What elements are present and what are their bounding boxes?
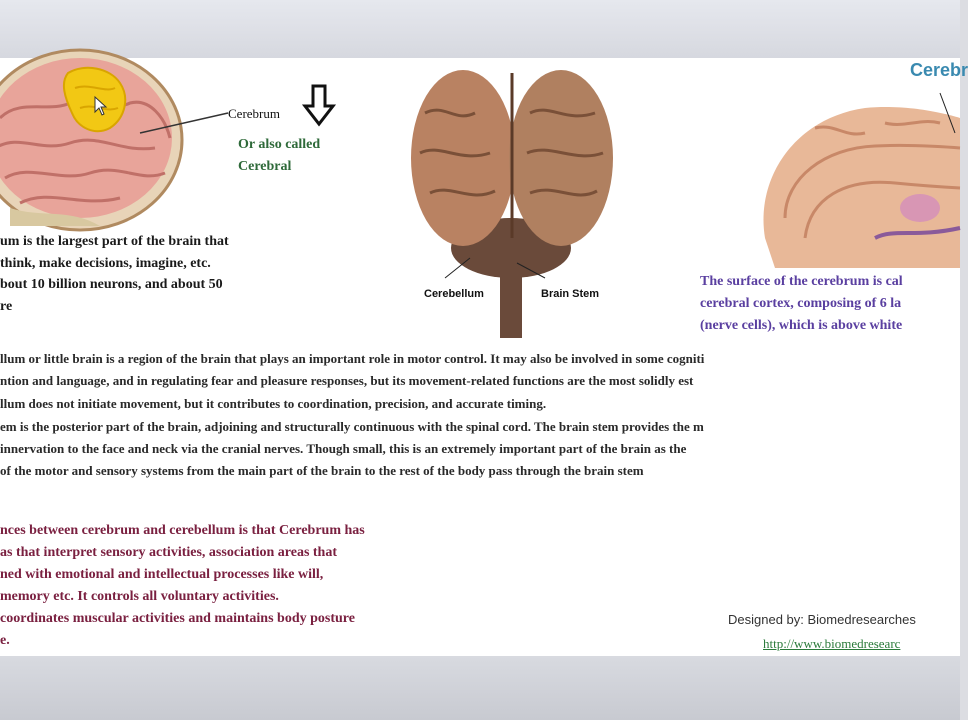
diff-line-3: ned with emotional and intellectual processes like will, (0, 567, 324, 582)
slide (0, 58, 968, 656)
cerebrum-line-2: think, make decisions, imagine, etc. (0, 256, 211, 271)
also-called-line1: Or also called (238, 137, 321, 152)
body-line-3: llum does not initiate movement, but it contributes to coordination, precision, and accurate timing. (0, 396, 547, 411)
cursor-icon (94, 96, 108, 116)
also-called-line2: Cerebral (238, 159, 292, 174)
cortex-line-2: cerebral cortex, composing of 6 la (700, 296, 902, 311)
diff-line-4: memory etc. It controls all voluntary activities. (0, 589, 279, 604)
body-line-4: em is the posterior part of the brain, adjoining and structurally continuous with the spinal cord. The brain stem provides the m (0, 419, 704, 434)
diff-line-6: e. (0, 633, 10, 648)
cerebrum-label: Cerebrum (228, 106, 280, 121)
right-title: Cerebr (910, 60, 968, 80)
brain-stem-label: Brain Stem (541, 288, 600, 300)
bottom-bar (0, 656, 960, 720)
cerebrum-line-3: bout 10 billion neurons, and about 50 (0, 277, 223, 292)
body-line-6: of the motor and sensory systems from the main part of the brain to the rest of the body pass through the brain stem (0, 463, 644, 478)
down-arrow-icon (303, 84, 335, 126)
credit-link[interactable]: http://www.biomedresearc (763, 636, 901, 651)
top-bar (0, 0, 960, 58)
cerebrum-line-4: re (0, 299, 13, 314)
cerebellum-label: Cerebellum (424, 288, 484, 300)
cerebrum-side-illustration (0, 58, 195, 228)
cerebrum-pointer-line (140, 108, 240, 138)
designed-by: Designed by: Biomedresearches (728, 612, 916, 627)
body-line-5: innervation to the face and neck via the cranial nerves. Though small, this is an extremely important part of the brain as the (0, 441, 687, 456)
cerebrum-line-1: um is the largest part of the brain that (0, 234, 229, 249)
diff-line-5: coordinates muscular activities and maintains body posture (0, 611, 355, 626)
body-line-2: ntion and language, and in regulating fear and pleasure responses, but its movement-related functions are the most solidly est (0, 373, 694, 388)
cortex-line-1: The surface of the cerebrum is cal (700, 274, 903, 289)
body-line-1: llum or little brain is a region of the brain that plays an important role in motor control. It may also be involved in some cogniti (0, 351, 705, 366)
brain-sagittal-illustration (755, 88, 960, 268)
diff-line-1: nces between cerebrum and cerebellum is that Cerebrum has (0, 523, 365, 538)
diff-line-2: as that interpret sensory activities, association areas that (0, 545, 337, 560)
cortex-line-3: (nerve cells), which is above white (700, 318, 903, 333)
